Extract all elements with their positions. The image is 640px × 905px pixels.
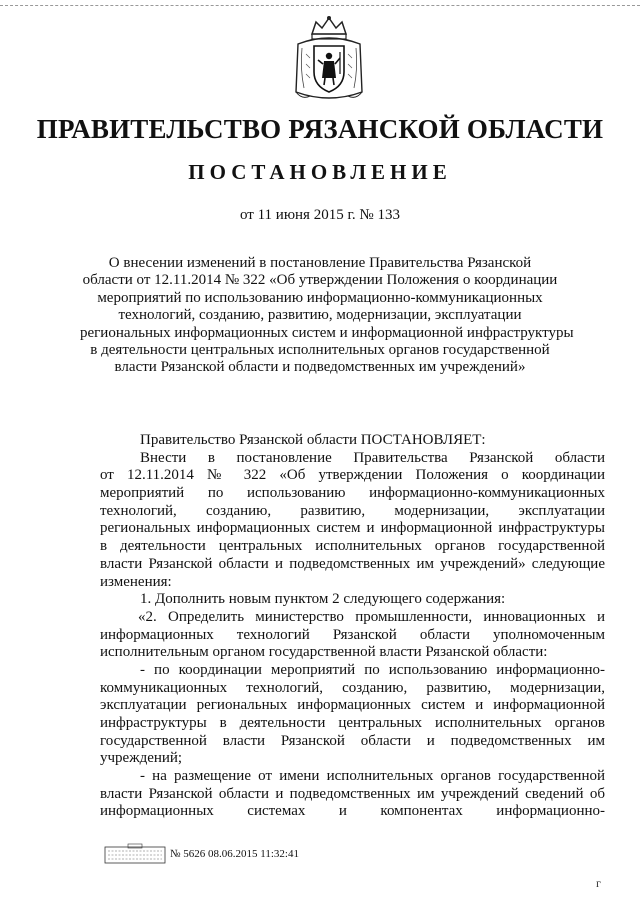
ryazan-coat-of-arms-icon [290, 14, 368, 102]
body-line: инфраструктуры в деятельности центральных исполнительных органов [100, 715, 605, 731]
body-line: «2. Определить министерство промышленности, инновационных и [138, 608, 605, 625]
body-line: в деятельности центральных исполнительных органов государственной [100, 538, 605, 555]
body-line: от 12.11.2014 № 322 «Об утверждении Положения о координации [100, 467, 605, 484]
body-line: коммуникационных технологий, созданию, развитию, модернизации, [100, 679, 605, 696]
document-subject [80, 255, 574, 377]
body-line: изменения: [100, 573, 172, 590]
body-line: государственной власти Рязанской области и подведомственных им [100, 732, 605, 749]
document-body [100, 432, 605, 821]
body-line: власти Рязанской области и подведомственных им учреждений сведений об [100, 785, 605, 802]
body-line: власти Рязанской области и подведомственных им учреждений» следующие [100, 555, 605, 572]
subject-line: региональных информационных систем и информационной инфраструктуры [80, 324, 574, 341]
subject-line: О внесении изменений в постановление Правительства Рязанской [108, 255, 532, 271]
government-title: ПРАВИТЕЛЬСТВО РЯЗАНСКОЙ ОБЛАСТИ [36, 114, 604, 144]
body-line: информационных технологий Рязанской области уполномоченным [100, 626, 605, 643]
body-line: исполнительным органом государственной власти Рязанской области: [100, 644, 548, 661]
registry-stamp-icon [104, 843, 166, 867]
body-line: - на размещение от имени исполнительных органов государственной [140, 768, 605, 785]
body-line: - по координации мероприятий по использованию информационно- [140, 661, 605, 678]
document-type: ПОСТАНОВЛЕНИЕ [188, 160, 452, 184]
body-line: Правительство Рязанской области ПОСТАНОВЛЯЕТ: [140, 432, 486, 448]
body-line: информационных системах и компонентах информационно- [100, 803, 605, 820]
body-line: учреждений; [100, 750, 183, 767]
body-line: технологий, созданию, развитию, модернизации, эксплуатации [100, 502, 605, 519]
scan-top-border [0, 5, 640, 6]
body-line: 1. Дополнить новым пунктом 2 следующего содержания: [140, 591, 506, 608]
document-date-number: от 11 июня 2015 г. № 133 [240, 207, 400, 223]
body-line: эксплуатации региональных информационных систем и информационной [100, 697, 605, 714]
subject-line: власти Рязанской области и подведомственных им учреждений» [114, 359, 526, 376]
page-mark: г [596, 876, 601, 890]
subject-line: области от 12.11.2014 № 322 «Об утверждении Положения о координации [82, 272, 558, 289]
registration-number: № 5626 08.06.2015 11:32:41 [170, 848, 299, 860]
body-line: мероприятий по использованию информационно-коммуникационных [100, 485, 605, 502]
subject-line: технологий, созданию, развитию, модернизации, эксплуатации [118, 307, 522, 324]
subject-line: в деятельности центральных исполнительных органов государственной [90, 342, 550, 359]
body-line: региональных информационных систем и информационной инфраструктуры [100, 520, 605, 537]
subject-line: мероприятий по использованию информационно-коммуникационных [97, 289, 543, 306]
body-line: Внести в постановление Правительства Рязанской области [140, 449, 605, 466]
